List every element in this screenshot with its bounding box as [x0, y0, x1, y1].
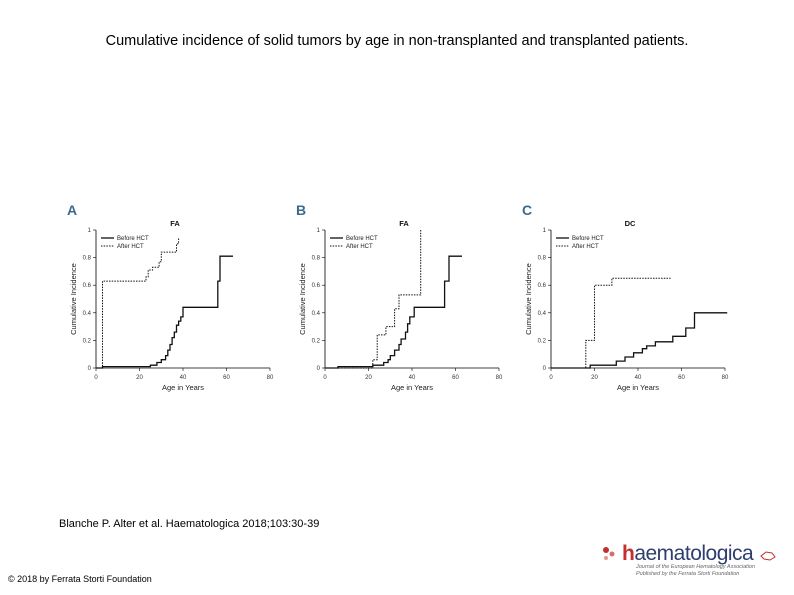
chart-title: FA	[399, 219, 409, 228]
logo-subtitle: Journal of the European Hematology Association Published by the Ferrata Storti Foundation	[636, 564, 756, 577]
y-tick-label: 0.8	[311, 255, 320, 262]
y-tick-label: 0.4	[537, 310, 546, 317]
chart-panel-a	[63, 196, 283, 396]
x-tick-label: 60	[452, 375, 459, 381]
series-line-after-hct	[325, 230, 421, 368]
series-line-before-hct	[325, 256, 462, 368]
x-tick-label: 20	[136, 375, 143, 381]
series-line-after-hct	[96, 238, 179, 368]
x-tick-label: 60	[678, 375, 685, 381]
legend-label: After HCT	[346, 244, 373, 250]
chart-panel-b	[292, 196, 512, 396]
series-line-before-hct	[551, 313, 727, 368]
y-axis-title: Cumulative Incidence	[298, 263, 307, 335]
y-tick-label: 0.6	[537, 283, 546, 290]
legend-label: Before HCT	[117, 236, 149, 242]
series-line-after-hct	[551, 278, 671, 368]
legend-label: Before HCT	[572, 236, 604, 242]
y-axis-title: Cumulative Incidence	[524, 263, 533, 335]
slide-title: Cumulative incidence of solid tumors by age in non-transplanted and transplanted patients.	[105, 33, 689, 49]
y-tick-label: 1	[316, 228, 320, 234]
chart-title: DC	[624, 219, 636, 228]
panel-label: B	[296, 202, 307, 218]
x-tick-label: 80	[721, 375, 729, 381]
x-tick-label: 0	[323, 375, 327, 381]
legend-label: After HCT	[117, 244, 144, 250]
x-tick-label: 80	[495, 375, 503, 381]
y-tick-label: 0.6	[82, 283, 91, 290]
legend-label: After HCT	[572, 244, 599, 250]
chart-title: FA	[170, 219, 180, 228]
y-tick-label: 1	[87, 228, 91, 234]
x-axis-title: Age in Years	[390, 383, 434, 392]
copyright-notice: © 2018 by Ferrata Storti Foundation	[8, 574, 152, 584]
logo-mark-icon	[600, 542, 622, 566]
y-tick-label: 0.2	[82, 338, 91, 345]
x-tick-label: 40	[634, 375, 642, 381]
x-tick-label: 20	[365, 375, 372, 381]
x-tick-label: 0	[549, 375, 553, 381]
panel-label: A	[67, 202, 78, 218]
x-tick-label: 40	[408, 375, 416, 381]
citation: Blanche P. Alter et al. Haematologica 2018;103:30-39	[59, 518, 320, 530]
x-tick-label: 40	[179, 375, 187, 381]
x-tick-label: 20	[591, 375, 598, 381]
panel-label: C	[522, 202, 533, 218]
chart-svg-c	[518, 196, 738, 396]
y-tick-label: 0.4	[311, 310, 320, 317]
chart-panel-c	[518, 196, 738, 396]
series-line-before-hct	[96, 256, 233, 368]
y-tick-label: 0.8	[82, 255, 91, 262]
legend-label: Before HCT	[346, 236, 378, 242]
y-tick-label: 0	[542, 366, 546, 372]
y-tick-label: 0	[316, 366, 320, 372]
x-tick-label: 80	[266, 375, 274, 381]
y-tick-label: 0.2	[537, 338, 546, 345]
y-tick-label: 0.4	[82, 310, 91, 317]
y-axis-title: Cumulative Incidence	[69, 263, 78, 335]
ehaflag-icon	[760, 550, 776, 562]
x-tick-label: 60	[223, 375, 230, 381]
haematologica-logo	[600, 540, 780, 580]
x-tick-label: 0	[94, 375, 98, 381]
logo-wordmark: haematologica	[622, 542, 754, 565]
y-tick-label: 0.8	[537, 255, 546, 262]
y-tick-label: 1	[542, 228, 546, 234]
y-tick-label: 0.6	[311, 283, 320, 290]
y-tick-label: 0	[87, 366, 91, 372]
y-tick-label: 0.2	[311, 338, 320, 345]
chart-svg-b	[292, 196, 512, 396]
x-axis-title: Age in Years	[616, 383, 660, 392]
x-axis-title: Age in Years	[161, 383, 205, 392]
chart-svg-a	[63, 196, 283, 396]
